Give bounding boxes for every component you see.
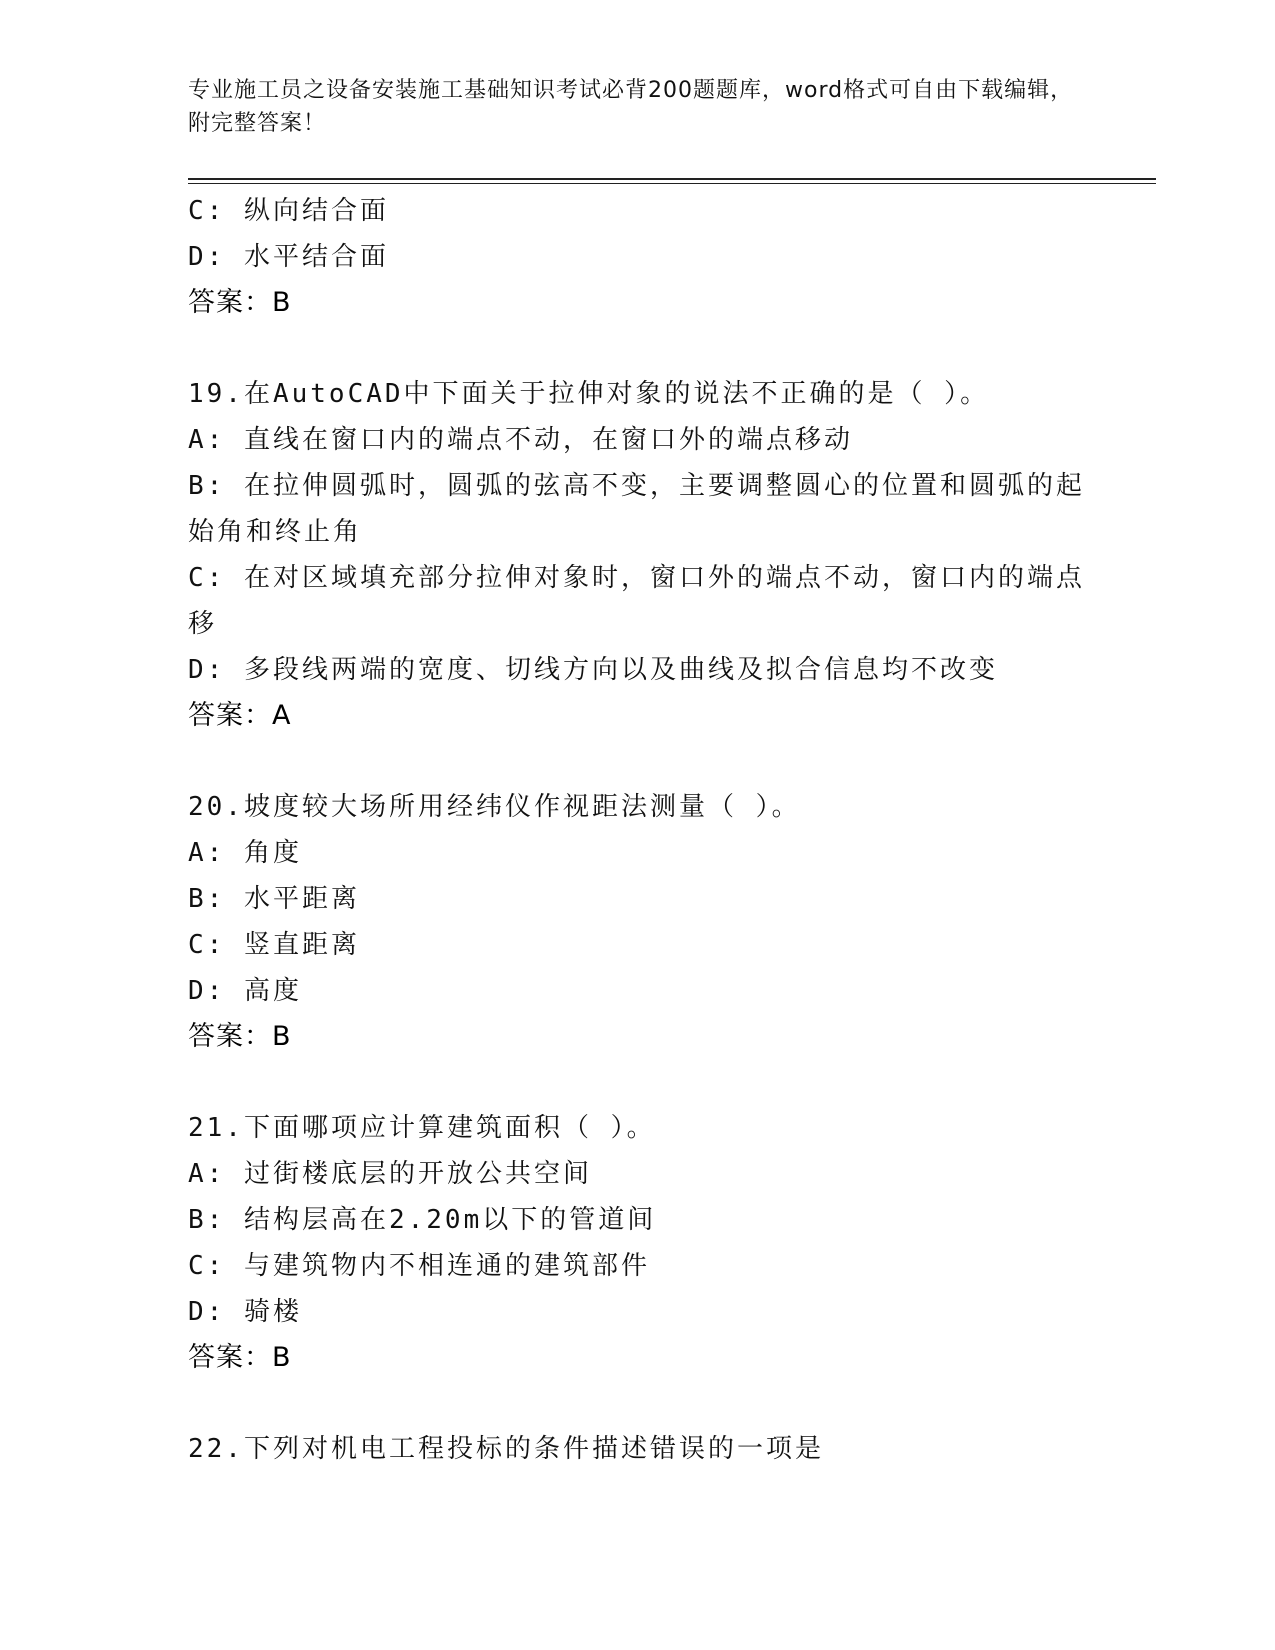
question-stem: 22.下列对机电工程投标的条件描述错误的一项是 bbox=[188, 1434, 824, 1464]
option-d: D: 骑楼 bbox=[188, 1297, 302, 1327]
previous-question-tail bbox=[188, 188, 1088, 326]
option-c: C: 在对区域填充部分拉伸对象时，窗口外的端点不动，窗口内的端点移 bbox=[188, 563, 1085, 639]
option-a: A: 过街楼底层的开放公共空间 bbox=[188, 1159, 592, 1189]
option-c: C: 与建筑物内不相连通的建筑部件 bbox=[188, 1251, 650, 1281]
header-divider-thick bbox=[188, 178, 1156, 180]
option-a: A: 直线在窗口内的端点不动，在窗口外的端点移动 bbox=[188, 425, 853, 455]
spacer bbox=[188, 1381, 1088, 1426]
option-b: B: 水平距离 bbox=[188, 884, 360, 914]
option-d: D: 多段线两端的宽度、切线方向以及曲线及拟合信息均不改变 bbox=[188, 655, 998, 685]
answer-line: 答案：A bbox=[188, 700, 292, 731]
question-20 bbox=[188, 784, 1088, 1060]
option-c: C: 纵向结合面 bbox=[188, 196, 389, 226]
question-21 bbox=[188, 1105, 1088, 1381]
document-header-title: 专业施工员之设备安装施工基础知识考试必背200题题库，word格式可自由下载编辑，附完整答案！ bbox=[188, 78, 1074, 136]
question-19 bbox=[188, 371, 1088, 739]
question-content bbox=[188, 188, 1088, 1472]
answer-line: 答案：B bbox=[188, 1342, 292, 1373]
spacer bbox=[188, 1060, 1088, 1105]
option-b: B: 在拉伸圆弧时，圆弧的弦高不变，主要调整圆心的位置和圆弧的起始角和终止角 bbox=[188, 471, 1085, 547]
option-a: A: 角度 bbox=[188, 838, 302, 868]
spacer bbox=[188, 326, 1088, 371]
question-stem: 21.下面哪项应计算建筑面积（ ）。 bbox=[188, 1113, 656, 1143]
option-d: D: 水平结合面 bbox=[188, 242, 389, 272]
header-divider-thin bbox=[188, 183, 1156, 184]
answer-line: 答案：B bbox=[188, 287, 292, 318]
spacer bbox=[188, 739, 1088, 784]
answer-line: 答案：B bbox=[188, 1021, 292, 1052]
option-c: C: 竖直距离 bbox=[188, 930, 360, 960]
option-b: B: 结构层高在2.20m以下的管道间 bbox=[188, 1205, 657, 1235]
question-stem: 19.在AutoCAD中下面关于拉伸对象的说法不正确的是（ ）。 bbox=[188, 379, 990, 409]
option-d: D: 高度 bbox=[188, 976, 302, 1006]
question-stem: 20.坡度较大场所用经纬仪作视距法测量（ ）。 bbox=[188, 792, 801, 822]
question-22 bbox=[188, 1426, 1088, 1472]
